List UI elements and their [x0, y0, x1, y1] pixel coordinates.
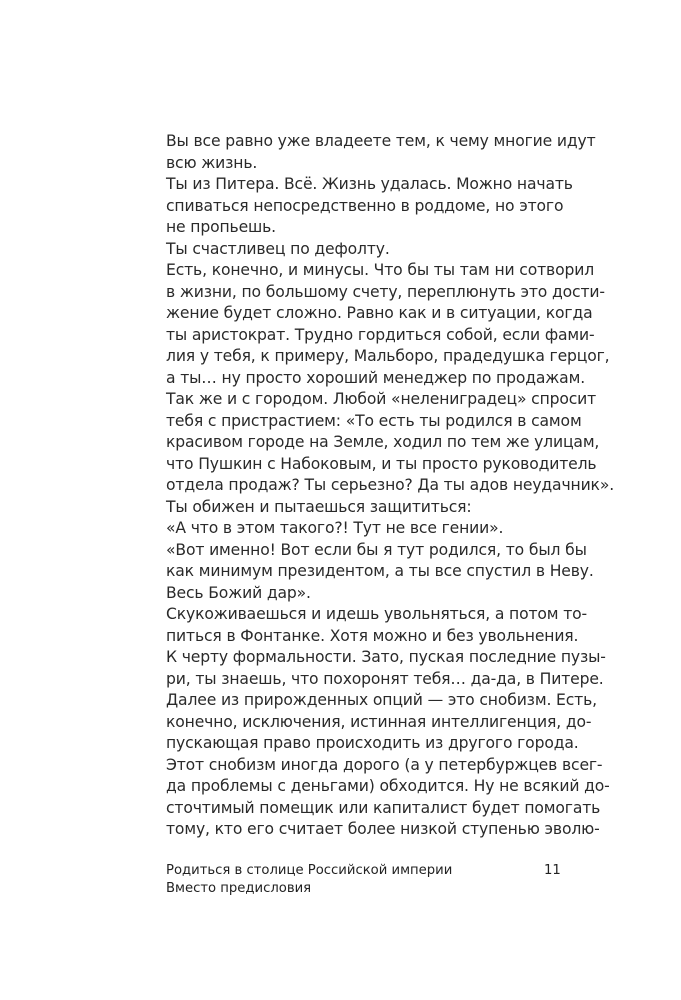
text-line: что Пушкин с Набоковым, и ты просто руководитель [166, 454, 597, 473]
footer-chapter-title: Родиться в столице Российской империи [166, 863, 453, 878]
footer-chapter-subtitle: Вместо предисловия [166, 881, 312, 896]
text-line: тебя с пристрастием: «То есть ты родился в самом [166, 411, 582, 430]
text-line: конечно, исключения, истинная интеллигенция, до- [166, 712, 592, 731]
body-text [166, 131, 615, 841]
text-line: Далее из прирожденных опций — это снобизм. Есть, [166, 691, 597, 709]
text-line: да проблемы с деньгами) обходится. Ну не всякий до- [166, 777, 610, 795]
text-line: Этот снобизм иногда дорого (а у петербуржцев всег- [166, 755, 603, 774]
text-line: жение будет сложно. Равно как и в ситуации, когда [166, 304, 593, 322]
text-line: пускающая право происходить из другого города. [166, 734, 579, 752]
text-line: спиваться непосредственно в роддоме, но этого [166, 196, 564, 215]
text-line: Вы все равно уже владеете тем, к чему многие идут [166, 132, 596, 150]
text-line: красивом городе на Земле, ходил по тем же улицам, [166, 433, 600, 451]
text-line: лия у тебя, к примеру, Мальборо, прадедушка герцог, [166, 347, 610, 365]
text-line: Весь Божий дар». [166, 583, 311, 602]
text-line: К черту формальности. Зато, пуская последние пузы- [166, 648, 606, 666]
text-line: сточтимый помещик или капиталист будет помогать [166, 798, 601, 817]
text-line: «Вот именно! Вот если бы я тут родился, то был бы [166, 540, 587, 559]
text-line: ты аристократ. Трудно гордиться собой, если фами- [166, 325, 595, 344]
text-line: Ты обижен и пытаешься защититься: [166, 497, 472, 516]
text-line: Так же и с городом. Любой «нелениградец» спросит [166, 390, 597, 408]
text-line: а ты… ну просто хороший менеджер по продажам. [166, 368, 585, 387]
text-line: Ты из Питера. Всё. Жизнь удалась. Можно начать [166, 175, 573, 193]
text-line: Есть, конечно, и минусы. Что бы ты там ни сотворил [166, 261, 595, 279]
running-footer [166, 862, 566, 898]
text-line: не пропьешь. [166, 218, 276, 236]
text-line: всю жизнь. [166, 153, 258, 172]
page-number: 11 [544, 863, 561, 878]
text-line: Скукоживаешься и идешь увольняться, а потом то- [166, 605, 588, 623]
text-line: в жизни, по большому счету, переплюнуть это дости- [166, 282, 605, 301]
text-line: Ты счастливец по дефолту. [166, 239, 390, 258]
text-line: питься в Фонтанке. Хотя можно и без увольнения. [166, 626, 579, 645]
text-line: тому, кто его считает более низкой ступенью эволю- [166, 820, 600, 838]
text-line: отдела продаж? Ты серьезно? Да ты адов неудачник». [166, 476, 615, 494]
text-line: «А что в этом такого?! Тут не все гении». [166, 519, 504, 537]
text-line: как минимум президентом, а ты все спустил в Неву. [166, 562, 594, 580]
text-line: ри, ты знаешь, что похоронят тебя… да-да, в Питере. [166, 669, 604, 688]
